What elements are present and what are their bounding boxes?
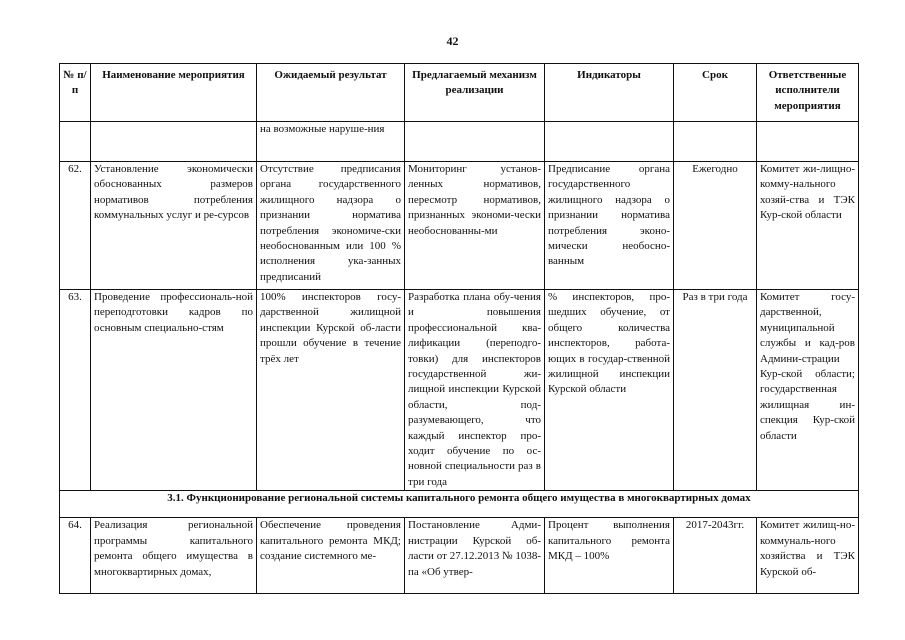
- row-term: Ежегодно: [674, 162, 757, 290]
- header-responsible: Ответственные исполнители мероприятия: [757, 64, 859, 122]
- row-mechanism: Мониторинг установ-ленных нормативов, пересмотр нормативов, признанных экономи-чески необоснованны-ми: [405, 162, 545, 290]
- header-mechanism: Предлагаемый механизм реализации: [405, 64, 545, 122]
- continuation-name: [91, 122, 257, 162]
- page-number: 42: [446, 34, 459, 48]
- row-indicators: % инспекторов, про-шедших обучение, от общего количества инспекторов, работа-ющих в государ-ственной жилищной инспекции Курской области: [545, 290, 674, 491]
- row-name: Установление экономически обоснованных размеров нормативов потребления коммунальных услуг и ре-сурсов: [91, 162, 257, 290]
- row-term: 2017-2043гг.: [674, 518, 757, 594]
- header-result: Ожидаемый результат: [257, 64, 405, 122]
- header-num: № п/п: [60, 64, 91, 122]
- section-row: [60, 491, 859, 518]
- row-num: 64.: [60, 518, 91, 594]
- row-result: 100% инспекторов госу-дарственной жилищной инспекции Курской об-ласти прошли обучение в течение трёх лет: [257, 290, 405, 491]
- row-mechanism: Разработка плана обу-чения и повышения профессиональной ква-лификации (переподго-товки) для инспекторов государственной жи-лищной инспекции Курской области, под-разумевающего, что каждый инспектор про-ходит обучение по ос-новной специальности раз в три года: [405, 290, 545, 491]
- row-name: Проведение профессиональ-ной переподготовки кадров по основным специально-стям: [91, 290, 257, 491]
- continuation-num: [60, 122, 91, 162]
- continuation-result: на возможные наруше-ния: [257, 122, 405, 162]
- header-indicators: Индикаторы: [545, 64, 674, 122]
- row-num: 63.: [60, 290, 91, 491]
- table-row: [60, 290, 859, 491]
- measures-table: [59, 63, 859, 594]
- header-term: Срок: [674, 64, 757, 122]
- section-heading: 3.1. Функционирование региональной системы капитального ремонта общего имущества в многоквартирных домах: [60, 491, 859, 518]
- row-term: Раз в три года: [674, 290, 757, 491]
- row-indicators: Предписание органа государственного жилищного надзора о признании норматива потребления эконо-мически необосно-ванным: [545, 162, 674, 290]
- continuation-indicators: [545, 122, 674, 162]
- continuation-mechanism: [405, 122, 545, 162]
- row-mechanism: Постановление Адми-нистрации Курской об-ласти от 27.12.2013 № 1038-па «Об утвер-: [405, 518, 545, 594]
- row-responsible: Комитет госу-дарственной, муниципальной службы и кад-ров Админи-страции Кур-ской области; государственная жилищная ин-спекция Кур-ской области: [757, 290, 859, 491]
- row-num: 62.: [60, 162, 91, 290]
- table-row: [60, 162, 859, 290]
- table-header-row: [60, 64, 859, 122]
- header-name: Наименование мероприятия: [91, 64, 257, 122]
- row-result: Обеспечение проведения капитального ремонта МКД; создание системного ме-: [257, 518, 405, 594]
- continuation-term: [674, 122, 757, 162]
- row-name: Реализация региональной программы капитального ремонта общего имущества в многоквартирных домах,: [91, 518, 257, 594]
- continuation-row: [60, 122, 859, 162]
- row-responsible: Комитет жи-лищно-комму-нального хозяй-ства и ТЭК Кур-ской области: [757, 162, 859, 290]
- row-result: Отсутствие предписания органа государственного жилищного надзора о признании норматива потребления экономиче-ски необоснованным или 100 % исполнения ука-занных предписаний: [257, 162, 405, 290]
- row-indicators: Процент выполнения капитального ремонта МКД – 100%: [545, 518, 674, 594]
- row-responsible: Комитет жилищ-но-коммуналь-ного хозяйства и ТЭК Курской об-: [757, 518, 859, 594]
- continuation-responsible: [757, 122, 859, 162]
- table-row: [60, 518, 859, 594]
